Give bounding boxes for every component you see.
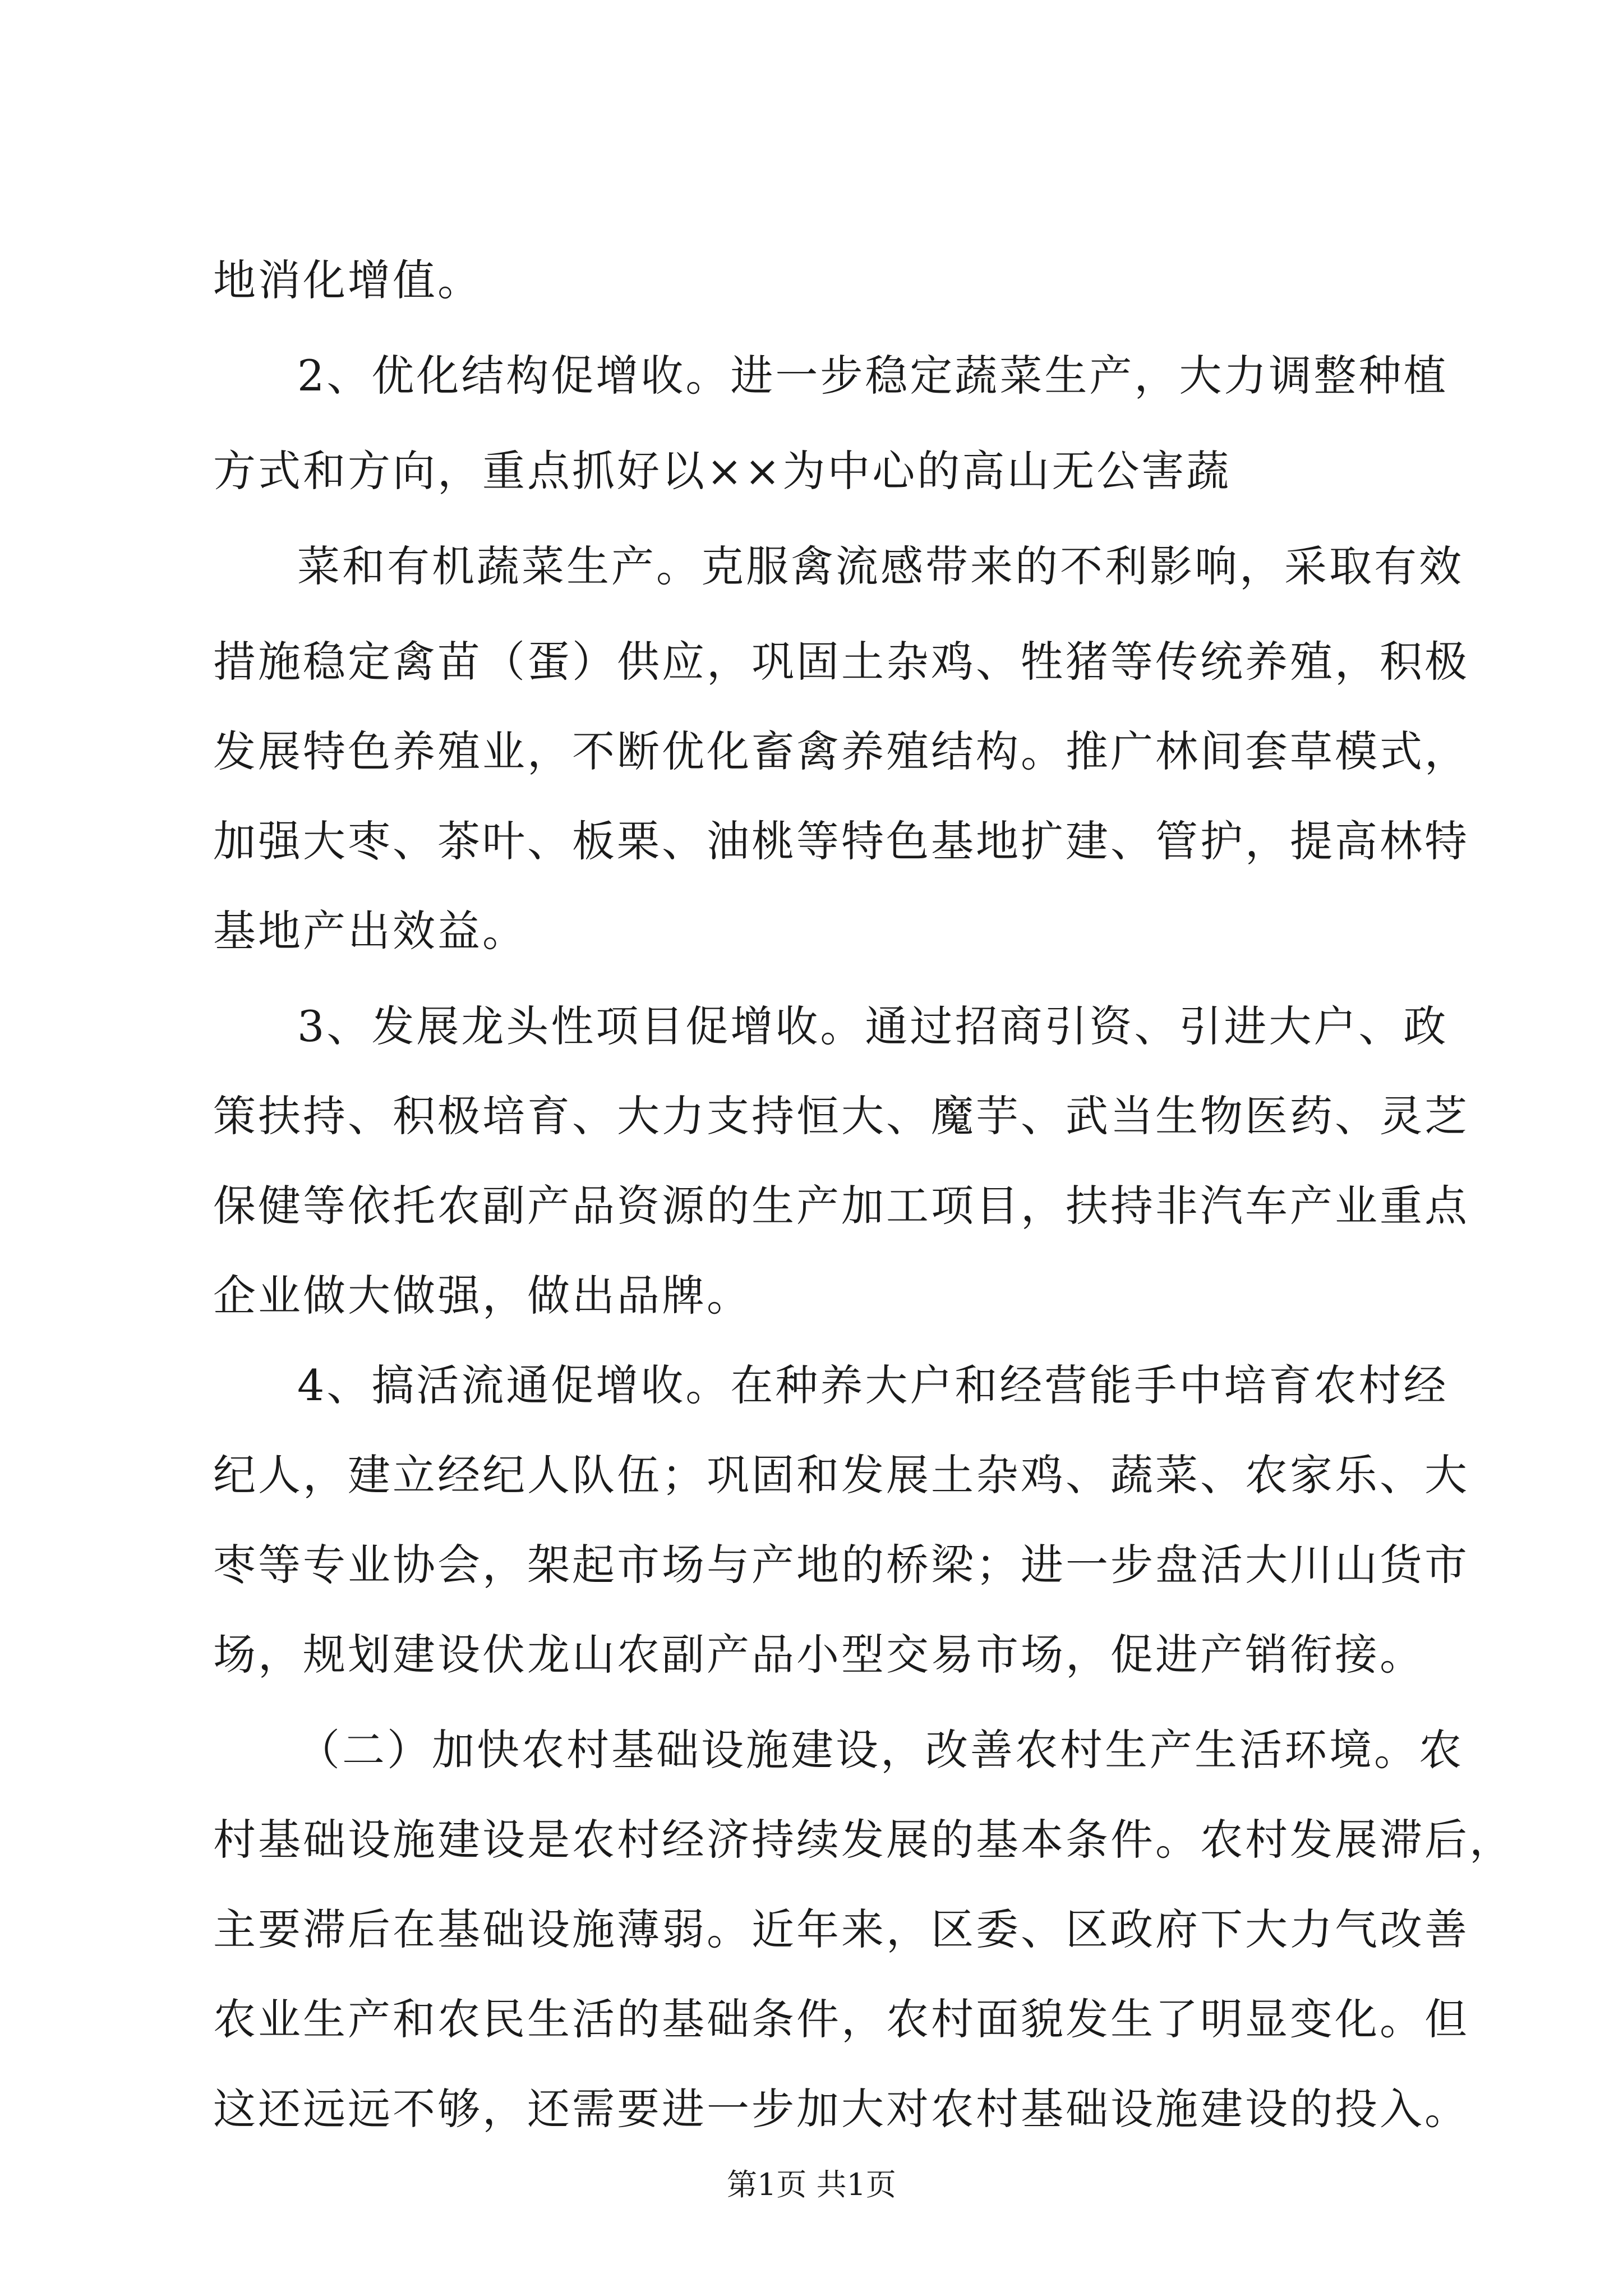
text-line: 主要滞后在基础设施薄弱。近年来，区委、区政府下大力气改善 <box>213 1904 1469 1954</box>
text-line: 发展特色养殖业，不断优化畜禽养殖结构。推广林间套草模式， <box>213 726 1469 776</box>
paragraph-first-line: （二）加快农村基础设施建设，改善农村生产生活环境。农 <box>297 1725 1464 1775</box>
text-line: 地消化增值。 <box>213 255 482 305</box>
text-line: 这还远远不够，还需要进一步加大对农村基础设施建设的投入。 <box>213 2084 1469 2134</box>
text-line: 加强大枣、茶叶、板栗、油桃等特色基地扩建、管护，提高林特 <box>213 816 1469 866</box>
paragraph-first-line: 2、优化结构促增收。进一步稳定蔬菜生产，大力调整种植 <box>297 351 1449 401</box>
page-footer: 第1页 共1页 <box>727 2167 896 2202</box>
paragraph-first-line: 3、发展龙头性项目促增收。通过招商引资、引进大户、政 <box>297 1001 1449 1051</box>
text-line: 方式和方向，重点抓好以××为中心的高山无公害蔬 <box>213 446 1232 496</box>
text-line: 保健等依托农副产品资源的生产加工项目，扶持非汽车产业重点 <box>213 1181 1469 1231</box>
text-line: 枣等专业协会，架起市场与产地的桥梁；进一步盘活大川山货市 <box>213 1540 1469 1590</box>
text-line: 企业做大做强，做出品牌。 <box>213 1271 751 1320</box>
text-line: 措施稳定禽苗（蛋）供应，巩固土杂鸡、牲猪等传统养殖，积极 <box>213 637 1469 687</box>
paragraph-first-line: 4、搞活流通促增收。在种养大户和经营能手中培育农村经 <box>297 1360 1449 1410</box>
paragraph-first-line: 菜和有机蔬菜生产。克服禽流感带来的不利影响，采取有效 <box>297 541 1464 591</box>
text-line: 场，规划建设伏龙山农副产品小型交易市场，促进产销衔接。 <box>213 1630 1424 1680</box>
text-line: 基地产出效益。 <box>213 906 527 956</box>
text-line: 策扶持、积极培育、大力支持恒大、魔芋、武当生物医药、灵芝 <box>213 1091 1469 1141</box>
text-line: 纪人，建立经纪人队伍；巩固和发展土杂鸡、蔬菜、农家乐、大 <box>213 1450 1469 1500</box>
text-line: 农业生产和农民生活的基础条件，农村面貌发生了明显变化。但 <box>213 1994 1469 2044</box>
text-line: 村基础设施建设是农村经济持续发展的基本条件。农村发展滞后， <box>213 1815 1514 1865</box>
